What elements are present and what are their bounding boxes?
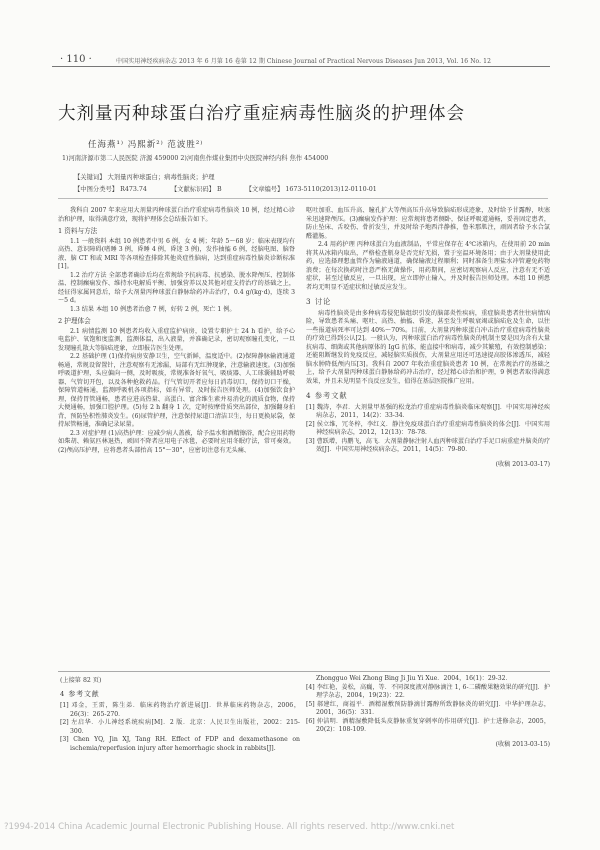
continuation-divider (58, 671, 550, 672)
continuation-references-heading: 4 参考文献 (60, 690, 100, 698)
reference-entry: [5] 郝建红，商福平．酒精湿敷预防静滴甘露醇所致静脉炎的研究[J]．中华护理杂志，2001，36(5)：331． (306, 700, 550, 716)
section-heading: 3 讨论 (306, 297, 332, 306)
page-number: · 110 · (60, 54, 92, 65)
received-date: (收稿 2013-03-15) (495, 740, 550, 748)
paragraph: 1.1 一般资料 本组 10 例患者中男 6 例，女 4 例；年龄 5～68 岁；临床表现均有高热、意识障碍(嗜睡 3 例，昏睡 4 例，昏迷 3 例)，发作抽搐 6 例，经脑电图、脑脊液、脑 CT 和或 MRI 等各项检查排除其他炎症性脑病，达到重症病毒性脑炎诊断标准[1]。 (58, 237, 295, 270)
paragraph: 1.2 治疗方法 全部患者确诊后均在常规给予抗病毒、抗感染、脱水降颅压、控制体温、控制癫痫发作、维持水电解质平衡、加强营养以及其他对症支持治疗的基础之上，经征得家属同意后，给予大剂量丙种球蛋白静脉给药冲击治疗，0.4 g/(kg·d)，连续 3～5 d。 (58, 271, 295, 304)
clc-number: 【中图分类号】 R473.74 (74, 186, 147, 193)
author-affiliation: 1)河南济源市第二人民医院 济源 459000 2)河南焦作煤业集团中央医院神经内科 焦作 454000 (62, 155, 329, 162)
reference-entry: [2] 左启华．小儿神经系统疾病[M]．2 版．北京：人民卫生出版社，2002：215-300． (60, 719, 300, 735)
received-date: (收稿 2013-03-17) (495, 460, 550, 468)
keywords: 【关键词】 大剂量丙种球蛋白；病毒性脑炎；护理 (74, 174, 215, 181)
continuation-references-left (60, 702, 300, 753)
reference-entry: [2] 侯立维，冗冬梓，李红义．静注免疫球蛋白治疗重症病毒性脑炎的体会[J]．中国实用神经疾病杂志，2012，12(13)：78-78． (306, 420, 550, 436)
reference-entry: [1] 魏涛，李君．大剂量甲基强的松龙治疗重症病毒性脑炎临床观察[J]．中国实用神经疾病杂志，2011，14(2)：33-34． (306, 403, 550, 419)
header-rule (52, 66, 550, 67)
reference-entry: [3] 曹跃增，冉鹏飞，高飞．大剂量静脉注射人血丙种球蛋白治疗手足口病重症并脑炎的疗效[J]．中国实用神经疾病杂志，2011，14(5)：79-80． (306, 437, 550, 453)
continuation-references-right (306, 675, 550, 749)
reference-entry: [6] 仲洁明．酒精湿敷降低头皮静脉重复穿刺率的作用研究[J]．护士进修杂志，2005，20(2)：108-109． (306, 717, 550, 733)
journal-running-header: 中国实用神经疾病杂志 2013 年 6 月第 16 卷第 12 期 Chinese Journal of Practical Nervous Diseases Jun 2013, Vol. 16 No. 12 (116, 58, 492, 65)
reference-entry: Zhongguo Wei Zhong Bing Ji Jiu Yi Xue．2004，16(1)：29-32． (316, 675, 512, 682)
paragraph: 2.4 用药护理 丙种球蛋白为血液制品，平常应保存在 4℃冰箱内，在使用前 20 min 将其从冰箱内取出，严格检查瓶身是否完好无损，置于室温环境备用；由于大剂量使用此药，应选择理想血管作为输液通道，确保输液过程顺利；同时准备生理盐水冲管避免药物浪费；在每次换药时注意严格无菌操作，用药期间，应密切观察病人反应，注意有无不适症状，甚至过敏反应，一旦出现，应立即停止输入，并及时报告医师处理。本组 10 例患者均无明显不适症状和过敏反应发生。 (306, 241, 550, 291)
copyright-footer: ?1994-2014 China Academic Journal Electronic Publishing House. All rights reserved. http://www.cnki.net (4, 822, 455, 832)
right-text-column (306, 207, 550, 469)
article-number: 【文章编号】 1673-5110(2013)12-0110-01 (245, 186, 377, 193)
paragraph: 2.2 基础护理 (1)保持病房安静卫生，空气新鲜，温度适中。(2)保障静脉输液通道畅通，常规设留置针，注意观察有无渗漏，局部有无红肿现象，注意输液速度。(3)加强呼吸道护理，头应偏向一侧，及时吸痰，常规准备好氧气、吸痰器、人工球囊辅助呼吸器、气管切开包，以及各种抢救药品。行气管切开者应每日消毒切口，保持切口干燥，保障管道畅通，监测呼吸机各项指标，如有异常，及时报告医师处理。(4)加强饮食护理，保持胃管通畅，患者应进高热量、高蛋白、富含维生素并易消化的流质食物，保持大便通畅，加强口腔护理。(5)每 2 h 翻身 1 次，定时按摩骨质突出部位，加强翻身拍背，预防坠积性肺炎发生。(6)尿管护理，注意保持尿道口清洁卫生，每日更换尿袋，保持尿管畅通，准确记录尿量。 (58, 353, 295, 428)
paragraph: 病毒性脑炎是由多种病毒侵犯脑组织引发的脑部炎性疾病，重症脑炎患者往往病情凶险，导致患者头痛、呕吐、高热、抽搐、昏迷，甚至发生呼吸衰竭或脑疝危及生命，以往一些报道病死率可达到 40%～70%。目前，大剂量丙种球蛋白冲击治疗重症病毒性脑炎的疗效已得到公认[2]。一般认为，丙种球蛋白治疗病毒性脑炎的机制主要是因为含有大量抗病毒、细菌或其他病原体的 IgG 抗体，能直接中和病毒，减少其繁殖，有效控制感染；还能阻断继发的免疫反应，减轻脑实质损伤，大剂量应用还可迅速提高胶体渗透压，减轻脑水肿降低颅内压[3]。我科自 2007 年收治重症脑炎患者 10 例，在常规治疗的基础之上，给予大剂量丙种球蛋白静脉给药冲击治疗，经过精心诊治和护理，9 例患者取得满意效果，并且未见明显不良反应发生，值得在基层医院推广应用。 (306, 309, 550, 385)
reference-entry: [4] 李红艳，姜松，高巍，等．不同深度液对静脉滴注 1, 6-二磷酸果糖效果的研究[J]．护理学杂志，2004，19(23)：22． (306, 683, 550, 699)
section-heading: 4 参考文献 (306, 391, 348, 400)
article-authors: 任海燕¹⁾ 冯熙新²⁾ 范波胜²⁾ (88, 140, 204, 150)
section-heading: 1 资料与方法 (58, 227, 98, 235)
paragraph: 我科自 2007 年来应用大剂量丙种球蛋白治疗重症病毒性脑炎 10 例，经过精心诊治和护理，取得满意疗效，现将护理体会总结报告如下。 (58, 207, 295, 223)
abstract-rule (58, 198, 548, 199)
article-title: 大剂量丙种球蛋白治疗重症病毒性脑炎的护理体会 (58, 104, 465, 124)
reference-entry: [3] Chen YQ, Jin XJ, Tang RH. Effect of FDP and dexamethasone on ischemia/reperfusion injury after hemorrhagic shock in rabbits[J]. (60, 736, 300, 752)
left-text-column (58, 207, 295, 455)
continuation-note: (上接第 82 页) (60, 677, 102, 684)
paragraph: 2.1 病情监测 10 例患者均收入重症监护病房，设置专职护士 24 h 看护，给予心电监护、氧饱和度监测，监测体温，出入液量，并准确记录，密切观察瞳孔变化，一旦发现瞳孔散大等脑疝迹象，立即报告医生处理。 (58, 327, 295, 352)
paragraph: 1.3 结果 本组 10 例患者治愈 7 例，好转 2 例，死亡 1 例。 (70, 305, 236, 313)
paragraph: 呕吐加重、血压升高、瞳孔扩大等颅高压升高导致脑疝形成迹象，及时给予甘露醇，呋塞米迅速降颅压。(3)癫痫发作护理：应常规将患者侧卧，保证呼吸道通畅，妥善固定患者，防止坠床、舌咬伤、骨折发生，并及时给予地西泮静推，鲁米那肌注，顽固者给予水合氯醛灌肠。 (306, 207, 550, 240)
classification-line (74, 184, 399, 193)
paragraph: 2.3 对症护理 (1)高热护理：应减少病人盖被，给予温水和酒精擦浴，配合应用药物如柴胡、赖氨匹林退热，顽固不降者应用电子冰毯，必要时应用冬眠疗法，常可奏效。(2)颅高压护理，应将患者头部抬高 15°～30°，应密切注意有无头痛、 (58, 429, 296, 454)
reference-entry: [1] 邓金，王雷，陈生弟．临床药物治疗新进展[J]．世界临床药物杂志，2006，26(3)：265-270． (60, 702, 300, 718)
document-code: 【文献标识码】 B (170, 186, 222, 193)
section-heading: 2 护理体会 (58, 317, 91, 325)
